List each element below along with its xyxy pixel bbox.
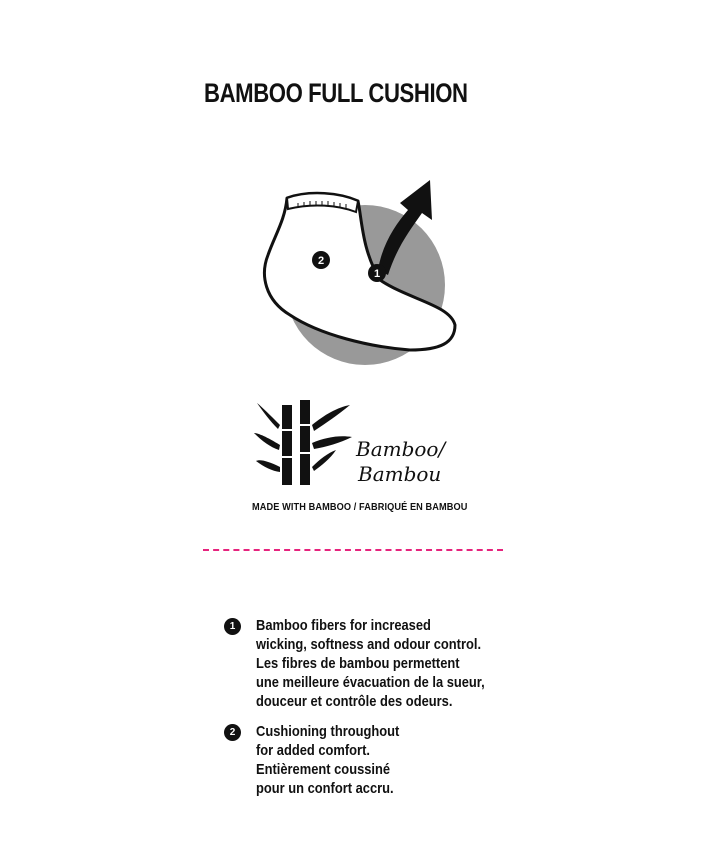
feature-1-text (256, 616, 522, 711)
feature-1-line: Les fibres de bambou permettent (256, 655, 460, 672)
dashed-divider (203, 549, 503, 551)
feature-1 (224, 616, 522, 711)
feature-1-badge: 1 (224, 618, 241, 635)
page-title: BAMBOO FULL CUSHION (204, 78, 468, 108)
feature-2-line: for added comfort. (256, 742, 370, 759)
bamboo-label-en: Bamboo/ (356, 437, 446, 461)
feature-2-badge: 2 (224, 724, 241, 741)
sock-illustration (250, 175, 470, 375)
feature-2 (224, 722, 423, 798)
marker-1-label: 1 (373, 268, 381, 280)
feature-1-line: Bamboo fibers for increased (256, 617, 431, 634)
feature-2-line: Entièrement coussiné (256, 761, 391, 778)
feature-2-text (256, 722, 423, 798)
feature-1-line: douceur et contrôle des odeurs. (256, 693, 453, 710)
marker-2-label: 2 (317, 255, 325, 267)
bamboo-label-fr: Bambou (358, 462, 442, 486)
feature-1-line: une meilleure évacuation de la sueur, (256, 674, 485, 691)
feature-1-line: wicking, softness and odour control. (256, 636, 482, 653)
feature-2-line: pour un confort accru. (256, 780, 394, 797)
made-with-caption: MADE WITH BAMBOO / FABRIQUÉ EN BAMBOU (252, 502, 468, 513)
feature-2-line: Cushioning throughout (256, 723, 400, 740)
